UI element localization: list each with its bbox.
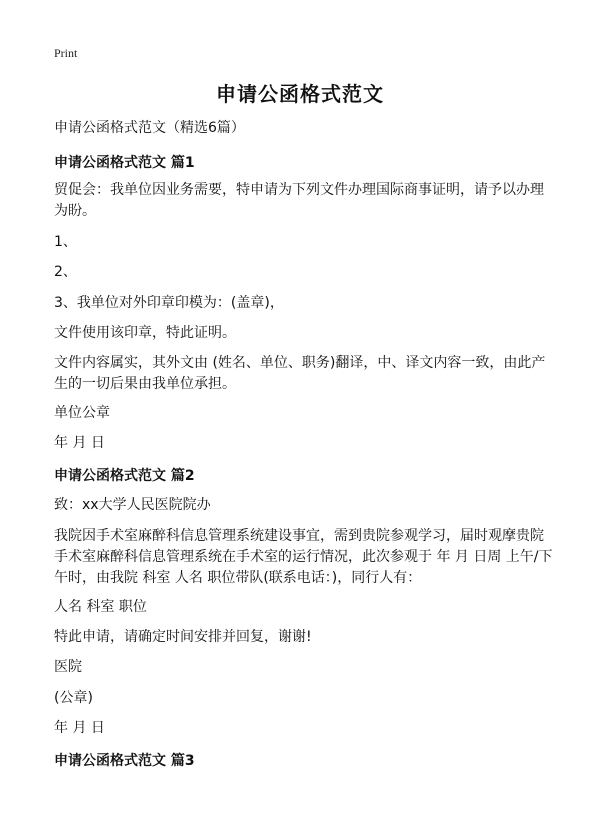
print-link[interactable]: Print [54,46,78,60]
paragraph: 年 月 日 [54,720,105,736]
paragraph: 我院因手术室麻醉科信息管理系统建设事宜，需到贵院参观学习，届时观摩贵院手术室麻醉科信息管理系统在手术室的运行情况，此次参观于 年 月 日周 上午/下午时，由我院 科室 人名 职位带队(联系电话：)，同行人有： [54,528,553,586]
paragraph: 特此申请，请确定时间安排并回复，谢谢! [54,629,312,645]
paragraph: 人名 科室 职位 [54,599,147,615]
section-heading-3: 申请公函格式范文 篇3 [54,753,195,769]
paragraph: 年 月 日 [54,435,105,451]
paragraph: 贸促会：我单位因业务需要，特申请为下列文件办理国际商事证明，请予以办理为盼。 [54,182,544,219]
paragraph: (公章) [54,690,93,706]
paragraph: 1、 [54,234,77,250]
paragraph: 医院 [54,659,82,675]
paragraph: 2、 [54,264,77,280]
paragraph: 单位公章 [54,405,110,421]
page-title: 申请公函格式范文 [216,82,384,106]
section-heading-1: 申请公函格式范文 篇1 [54,155,195,171]
subtitle: 申请公函格式范文（精选6篇） [54,120,245,136]
paragraph: 3、我单位对外印章印模为：(盖章)， [54,295,284,311]
paragraph: 文件使用该印章，特此证明。 [54,325,236,341]
paragraph: 致：xx大学人民医院院办 [54,497,211,513]
paragraph: 文件内容属实，其外文由 (姓名、单位、职务)翻译，中、译文内容一致，由此产生的一切后果由我单位承担。 [54,355,546,392]
section-heading-2: 申请公函格式范文 篇2 [54,468,195,484]
